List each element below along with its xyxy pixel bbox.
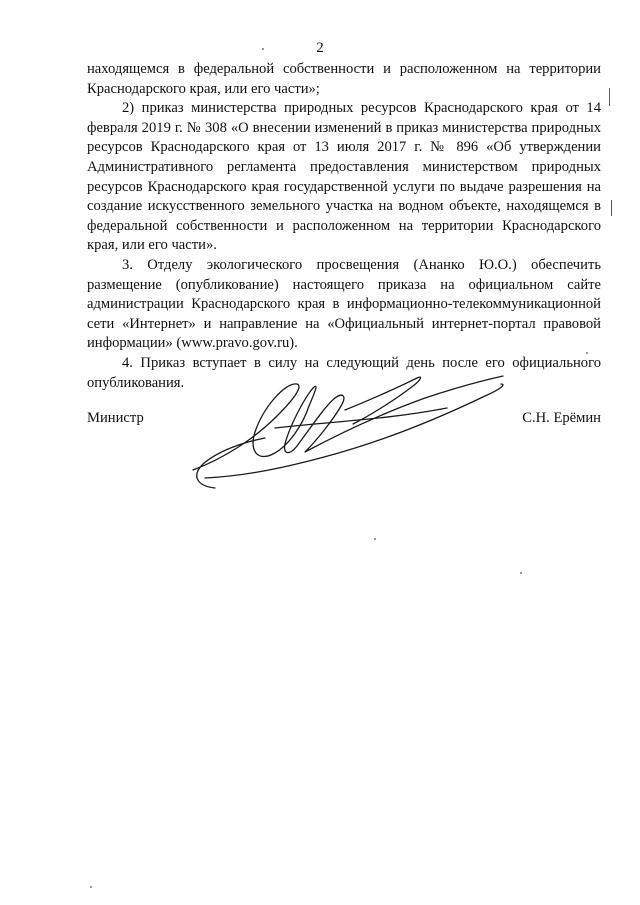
scan-edge-mark xyxy=(609,88,610,106)
scan-speck xyxy=(586,352,588,354)
page-number: 2 xyxy=(316,40,324,56)
paragraph-item-2: 2) приказ министерства природных ресурсов Краснодарского края от 14 февраля 2019 г. № 308 «О внесении изменений в приказ министерства природных ресурсов Краснодарского края от 13 июля 2017 г. № 896 «Об утверждении Административного регламента предоставления министерством природных ресурсов Краснодарского края государственной услуги по выдаче разрешения на создание искусственного земельного участка на водном объекте, находящемся в федеральной собственности и расположенном на территории Краснодарского края, или его части». xyxy=(87,100,601,254)
signature-block xyxy=(87,410,601,430)
scan-edge-mark xyxy=(611,200,612,216)
signatory-title: Министр xyxy=(87,410,144,426)
paragraph-continuation: находящемся в федеральной собственности и расположенном на территории Краснодарского края, или его части»; xyxy=(87,61,601,97)
paragraph-item-3: 3. Отделу экологического просвещения (Ананко Ю.О.) обеспечить размещение (опубликование) настоящего приказа на официальном сайте администрации Краснодарского края в информационно-телекоммуникационной сети «Интернет» и направление на «Официальный интернет-портал правовой информации» (www.pravo.gov.ru). xyxy=(87,256,601,352)
scan-speck xyxy=(520,572,522,574)
document-body xyxy=(87,60,601,393)
signatory-name: С.Н. Ерёмин xyxy=(522,410,601,426)
paragraph-item-4: 4. Приказ вступает в силу на следующий день после его официального опубликования. xyxy=(87,354,601,391)
scan-speck xyxy=(374,538,376,540)
scan-speck xyxy=(90,886,92,888)
scan-speck xyxy=(262,48,264,50)
